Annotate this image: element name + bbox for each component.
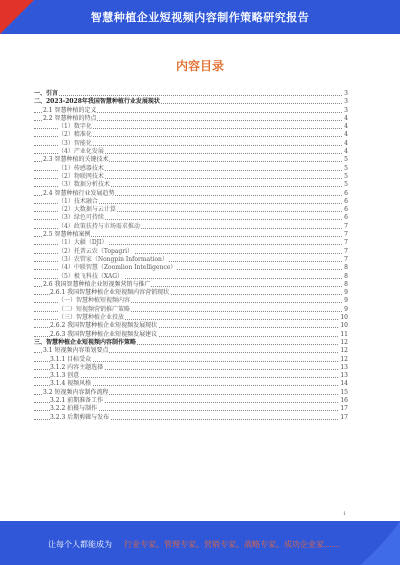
toc-entry-text: （1）技术融合 xyxy=(58,197,98,205)
footer-wave-decoration xyxy=(330,521,400,565)
toc-entry-page: 8 xyxy=(344,264,348,272)
toc-entry[interactable] xyxy=(34,223,348,231)
toc-entry[interactable] xyxy=(34,364,348,372)
toc-entry-page: 3 xyxy=(344,98,348,106)
toc-entry-text: 3.2.3 后期剪辑与发布 xyxy=(50,413,110,421)
toc-entry[interactable] xyxy=(34,181,348,189)
toc-entry-page: 6 xyxy=(344,197,348,205)
toc-entry-text: （二）短视频营销推广策略 xyxy=(58,305,131,313)
toc-entry-page: 17 xyxy=(340,405,348,413)
toc-entry-page: 5 xyxy=(344,164,348,172)
toc-entry-text: 2.4 智慧种植行业发展趋势 xyxy=(43,189,115,197)
toc-entry-page: 7 xyxy=(344,231,348,239)
toc-entry-text: （4）中联智慧（Zoomlion Intelligence） xyxy=(58,264,177,272)
toc-entry-text: （2）大数据与云计算 xyxy=(58,206,116,214)
toc-entry-page: 9 xyxy=(344,289,348,297)
toc-entry[interactable] xyxy=(34,273,348,281)
toc-entry-text: 三、智慧种植企业短视频内容制作策略 xyxy=(34,338,137,346)
toc-entry-text: 2.6.1 我国智慧种植企业短视频内容营销现状 xyxy=(50,289,170,297)
toc-entry-page: 9 xyxy=(344,305,348,313)
toc-entry-text: （5）极飞科技（XAG） xyxy=(58,272,124,280)
toc-entry-page: 3 xyxy=(344,90,348,97)
toc-entry-text: 二、2023-2028年我国智慧种植行业发展现状 xyxy=(34,98,160,106)
toc-entry-text: 3.1.2 内容主题选择 xyxy=(50,363,104,371)
toc-entry-text: （1）大疆（DJI） xyxy=(58,239,108,247)
toc-entry-page: 13 xyxy=(340,363,348,371)
toc-entry-text: （4）产业化发展 xyxy=(58,148,104,156)
toc-entry-text: 2.6.3 我国智慧种植企业短视频发展建议 xyxy=(50,330,158,338)
toc-entry-page: 6 xyxy=(344,206,348,214)
toc-entry-page: 7 xyxy=(344,222,348,230)
toc-entry-page: 12 xyxy=(340,347,348,355)
toc-entry-text: （1）传感器技术 xyxy=(58,164,104,172)
toc-heading: 内容目录 xyxy=(175,59,224,73)
footer-slogan: 让每个人都能成为 xyxy=(48,540,112,549)
toc-entry-page: 4 xyxy=(344,139,348,147)
toc-entry-text: （1）数字化 xyxy=(58,123,92,131)
toc-leader-dots xyxy=(34,95,348,96)
toc-entry-page: 7 xyxy=(344,255,348,263)
toc-entry-text: （2）物联网技术 xyxy=(58,172,104,180)
toc-entry-page: 14 xyxy=(340,380,348,388)
toc-entry-page: 5 xyxy=(344,156,348,164)
toc-entry-page: 12 xyxy=(340,355,348,363)
toc-entry-page: 5 xyxy=(344,181,348,189)
toc-entry-page: 4 xyxy=(344,123,348,131)
toc-entry-text: 3.1.4 视频风格 xyxy=(50,380,92,388)
toc-entry-text: 2.1 智慧种植的定义 xyxy=(43,106,97,114)
toc-entry[interactable] xyxy=(34,347,348,355)
toc-entry-text: 2.6.2 我国智慧种植企业短视频发展现状 xyxy=(50,322,158,330)
toc-entry-text: （一）智慧种植短视频内容 xyxy=(58,297,131,305)
toc-entry-page: 5 xyxy=(344,172,348,180)
toc-entry[interactable] xyxy=(34,214,348,222)
toc-entry-page: 4 xyxy=(344,148,348,156)
toc-entry-page: 8 xyxy=(344,272,348,280)
toc-entry[interactable] xyxy=(34,107,348,115)
toc-entry-page: 7 xyxy=(344,247,348,255)
toc-entry-page: 15 xyxy=(340,388,348,396)
toc-entry-page: 8 xyxy=(344,280,348,288)
footer-roles: 行业专家、管理专家、营销专家、战略专家、成功企业家…… xyxy=(124,540,340,549)
toc-entry[interactable] xyxy=(34,264,348,272)
toc-entry-page: 4 xyxy=(344,131,348,139)
toc-entry-text: （三）智慧种植企业投放 xyxy=(58,314,125,322)
toc-entry[interactable] xyxy=(34,156,348,164)
toc-entry[interactable] xyxy=(34,131,348,139)
table-of-contents xyxy=(34,90,348,422)
toc-entry-page: 10 xyxy=(340,314,348,322)
toc-entry-text: 2.2 智慧种植的特点 xyxy=(43,114,97,122)
toc-entry-page: 4 xyxy=(344,114,348,122)
toc-entry-text: 3.1.3 创意 xyxy=(50,372,80,380)
toc-entry[interactable] xyxy=(34,98,348,106)
toc-entry[interactable] xyxy=(34,322,348,330)
report-title: 智慧种植企业短视频内容制作策略研究报告 xyxy=(90,11,310,24)
toc-entry-text: 2.5 智慧种植案例 xyxy=(43,231,91,239)
toc-entry-page: 6 xyxy=(344,214,348,222)
toc-entry[interactable] xyxy=(34,356,348,364)
toc-entry[interactable] xyxy=(34,281,348,289)
toc-entry[interactable] xyxy=(34,190,348,198)
toc-entry-page: 16 xyxy=(340,396,348,404)
toc-entry-text: （3）农管家（Nongpin Information） xyxy=(58,255,168,263)
toc-entry-page: 11 xyxy=(340,330,348,338)
toc-entry-page: 13 xyxy=(340,372,348,380)
toc-entry-page: 17 xyxy=(340,413,348,421)
toc-entry[interactable] xyxy=(34,198,348,206)
toc-entry-text: 3.1.1 目标受众 xyxy=(50,355,92,363)
toc-entry[interactable] xyxy=(34,414,348,422)
toc-entry[interactable] xyxy=(34,297,348,305)
toc-entry-text: （3）智能化 xyxy=(58,139,92,147)
toc-entry[interactable] xyxy=(34,115,348,123)
toc-entry-text: （2）精准化 xyxy=(58,131,92,139)
toc-entry[interactable] xyxy=(34,380,348,388)
toc-entry-text: （2）托普云农（Topagri） xyxy=(58,247,134,255)
toc-entry[interactable] xyxy=(34,248,348,256)
toc-entry-text: 3.2.2 拍摄与制作 xyxy=(50,405,98,413)
toc-entry-text: 2.6 我国智慧种植企业短视频营销与推广 xyxy=(43,280,151,288)
toc-entry[interactable] xyxy=(34,306,348,314)
toc-entry-page: 3 xyxy=(344,106,348,114)
toc-entry-text: 一、引言 xyxy=(34,90,59,97)
toc-entry[interactable] xyxy=(34,331,348,339)
toc-entry-text: （4）政策扶持与市场需求推动 xyxy=(58,222,140,230)
toc-leader-dots xyxy=(34,377,348,378)
toc-entry[interactable] xyxy=(34,389,348,397)
toc-entry-text: 3.1 短视频内容策划要点 xyxy=(43,347,109,355)
toc-entry-page: 10 xyxy=(340,322,348,330)
toc-entry-page: 9 xyxy=(344,297,348,305)
toc-entry-page: 12 xyxy=(340,338,348,346)
toc-entry[interactable] xyxy=(34,256,348,264)
footer-banner xyxy=(0,521,400,565)
toc-entry-text: 3.2.1 前期准备工作 xyxy=(50,396,104,404)
toc-entry-text: （3）数据分析技术 xyxy=(58,181,110,189)
toc-entry-text: 3.2 短视频内容制作流程 xyxy=(43,388,109,396)
toc-entry[interactable] xyxy=(34,140,348,148)
page-number: 1 xyxy=(343,511,347,517)
toc-entry[interactable] xyxy=(34,405,348,413)
header-banner xyxy=(0,0,400,34)
toc-entry-text: 2.3 智慧种植的关键技术 xyxy=(43,156,109,164)
toc-entry[interactable] xyxy=(34,165,348,173)
toc-entry-page: 6 xyxy=(344,189,348,197)
toc-entry-page: 7 xyxy=(344,239,348,247)
toc-entry[interactable] xyxy=(34,239,348,247)
toc-entry[interactable] xyxy=(34,339,348,347)
toc-entry-text: （3）绿色可持续 xyxy=(58,214,104,222)
